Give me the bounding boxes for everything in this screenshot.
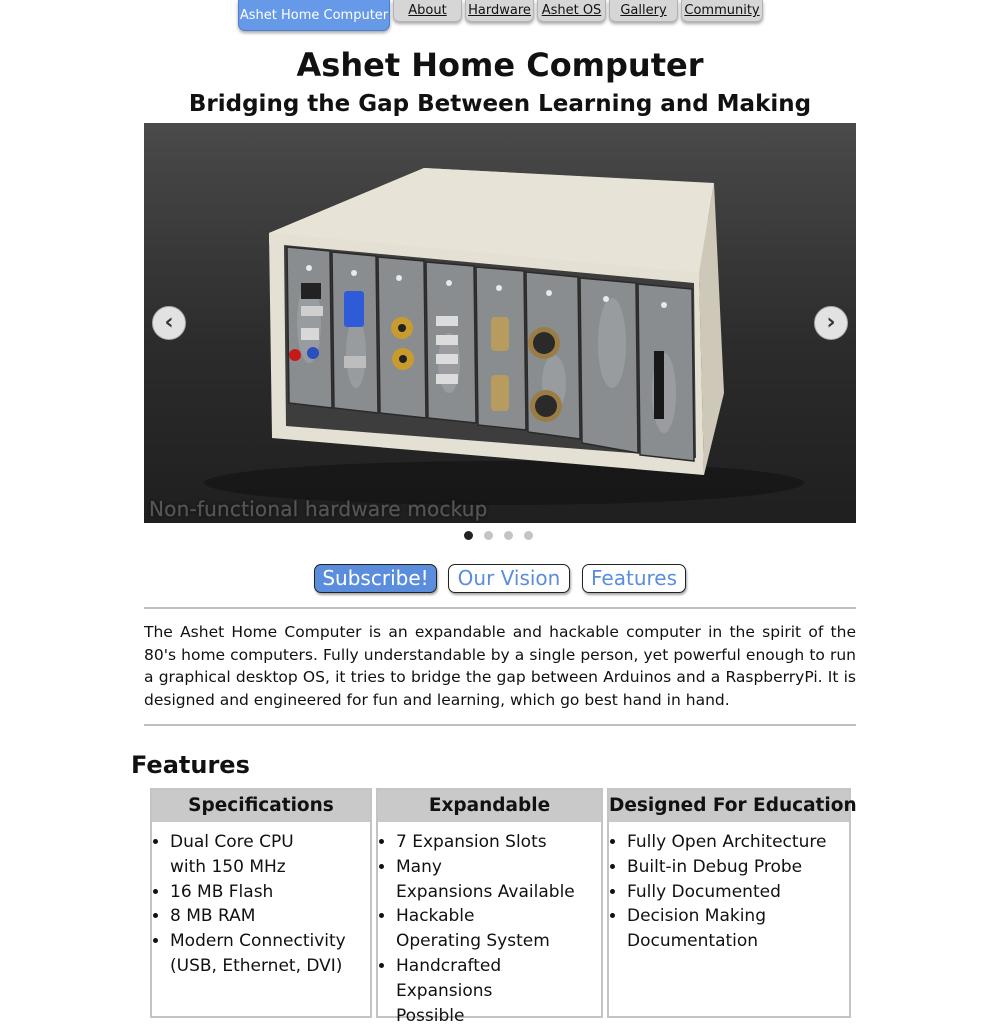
- hardware-mockup-photo: [144, 123, 856, 523]
- feature-card-specifications: [150, 788, 372, 1018]
- carousel-dot[interactable]: [524, 531, 533, 540]
- chevron-left-icon[interactable]: ‹: [152, 306, 186, 340]
- nav-tab-about[interactable]: About: [393, 0, 462, 22]
- feature-list: [152, 830, 370, 979]
- list-item: • Fully Documented: [627, 880, 849, 905]
- page-subtitle: Bridging the Gap Between Learning and Making: [188, 91, 812, 117]
- list-item: • Dual Core CPU with 150 MHz: [170, 830, 370, 880]
- intro-paragraph: The Ashet Home Computer is an expandable and hackable computer in the spirit of the 80's home computers. Fully understandable by a single person, yet powerful enough to run a graphical desktop OS, it tries to bridge the gap between Arduinos and a RaspberryPi. It is designed and engineered for fun and learning, which go best hand in hand.: [144, 623, 856, 710]
- list-item: • Many Expansions Available: [396, 855, 601, 905]
- feature-card-expandable: [376, 788, 603, 1026]
- nav-tab-ashet-os[interactable]: Ashet OS: [537, 0, 606, 22]
- feature-list: [609, 830, 849, 954]
- carousel-dot[interactable]: [484, 531, 493, 540]
- list-item: • Hackable Operating System: [396, 904, 601, 954]
- divider: [144, 607, 856, 609]
- feature-list: [378, 830, 601, 1028]
- feature-card-title: Designed For Education: [609, 790, 849, 822]
- nav-tab-home[interactable]: Ashet Home Computer: [238, 0, 390, 31]
- feature-card-education: [607, 788, 857, 1018]
- carousel-dot[interactable]: [504, 531, 513, 540]
- feature-card-title: Specifications: [152, 790, 370, 822]
- our-vision-button[interactable]: Our Vision: [448, 564, 570, 593]
- list-item: • Decision Making Documentation: [627, 904, 849, 954]
- list-item: • 7 Expansion Slots: [396, 830, 601, 855]
- carousel-dot[interactable]: [464, 531, 473, 540]
- chevron-right-icon[interactable]: ›: [814, 306, 848, 340]
- list-item: • 16 MB Flash: [170, 880, 370, 905]
- top-nav: [0, 0, 1000, 34]
- list-item: • Fully Open Architecture: [627, 830, 849, 855]
- list-item: • 8 MB RAM: [170, 904, 370, 929]
- nav-tab-hardware[interactable]: Hardware: [465, 0, 534, 22]
- list-item: • Handcrafted Expansions Possible: [396, 954, 601, 1028]
- page-title: Ashet Home Computer: [296, 46, 704, 84]
- list-item: • Built-in Debug Probe: [627, 855, 849, 880]
- carousel-caption: Non-functional hardware mockup: [149, 497, 488, 521]
- features-heading: Features: [131, 751, 250, 779]
- list-item: • Modern Connectivity (USB, Ethernet, DVI): [170, 929, 370, 979]
- features-button[interactable]: Features: [582, 564, 686, 593]
- image-carousel[interactable]: [144, 123, 856, 523]
- nav-tab-gallery[interactable]: Gallery: [609, 0, 678, 22]
- subscribe-button[interactable]: Subscribe!: [314, 564, 437, 593]
- divider: [144, 724, 856, 726]
- nav-tab-community[interactable]: Community: [681, 0, 763, 22]
- feature-card-title: Expandable: [378, 790, 601, 822]
